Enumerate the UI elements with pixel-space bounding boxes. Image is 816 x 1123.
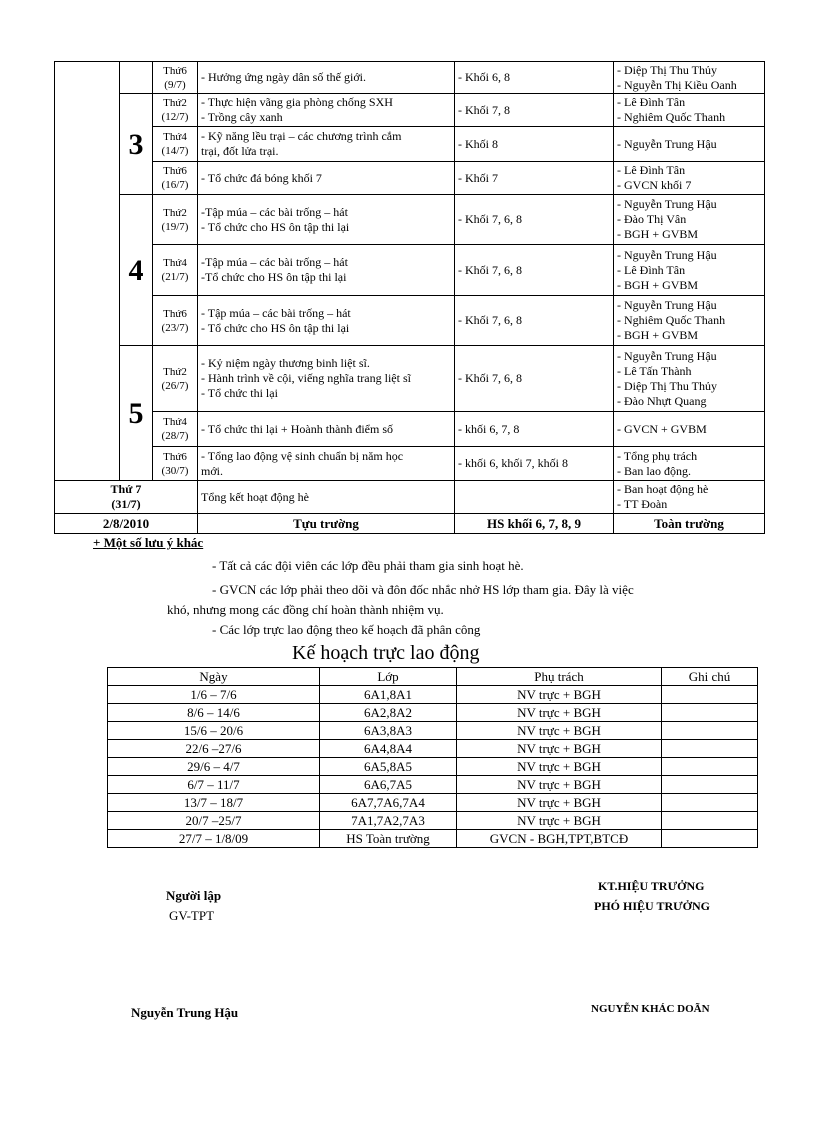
duty-row — [108, 794, 758, 812]
duty-cell: 29/6 – 4/7 — [108, 758, 320, 776]
cell-line: - Nguyễn Trung Hậu — [617, 136, 717, 151]
cell-line: Thứ6 — [163, 307, 187, 320]
duty-cell: 6A4,8A4 — [320, 740, 457, 758]
principal-title: KT.HIỆU TRƯỞNG — [598, 879, 705, 893]
day-cell — [153, 245, 198, 296]
creator-name: Nguyễn Trung Hậu — [131, 1005, 239, 1020]
activity-cell — [198, 195, 455, 245]
duty-row — [108, 740, 758, 758]
duty-cell: NV trực + BGH — [457, 794, 662, 812]
cell-line: Thứ6 — [163, 450, 187, 463]
duty-cell — [662, 794, 758, 812]
cell-line: - Tổ chức thi lại + Hoành thành điểm số — [201, 421, 394, 436]
cell-line: - Lê Đình Tân — [617, 262, 686, 277]
activity-cell — [198, 296, 455, 346]
responsible-cell — [614, 62, 765, 94]
cell-line: - Kỷ niệm ngày thương binh liệt sĩ. — [201, 356, 370, 370]
participants-cell: - Khối 8 — [455, 127, 614, 162]
duty-cell: 20/7 –25/7 — [108, 812, 320, 830]
cell-line: Thứ6 — [163, 64, 187, 77]
schedule-row — [55, 94, 765, 127]
cell-line: (23/7) — [161, 321, 189, 334]
duty-row — [108, 830, 758, 848]
activity-cell — [198, 62, 455, 94]
cell-line: - Lê Đình Tân — [617, 95, 686, 109]
activity-cell — [198, 94, 455, 127]
cell-line: - Kỹ năng lều trại – các chương trình cắm — [201, 129, 402, 143]
cell-line: - Diệp Thị Thu Thủy — [617, 62, 717, 77]
duty-cell: GVCN - BGH,TPT,BTCĐ — [457, 830, 662, 848]
cell-line: - BGH + GVBM — [617, 227, 699, 241]
duty-plan-table — [107, 667, 758, 848]
cell-line: - Lê Đình Tân — [617, 163, 686, 177]
cell-line: - Nguyễn Trung Hậu — [617, 298, 717, 312]
day-cell — [153, 62, 198, 94]
note-line: - Tất cả các đội viên các lớp đều phải tham gia sinh hoạt hè. — [212, 558, 524, 573]
cell-line: - BGH + GVBM — [617, 277, 699, 292]
duty-cell — [662, 830, 758, 848]
duty-cell: 6A7,7A6,7A4 — [320, 794, 457, 812]
cell-line: (19/7) — [161, 220, 189, 233]
duty-cell: NV trực + BGH — [457, 812, 662, 830]
principal-name: NGUYỄN KHÁC DOÃN — [591, 1003, 710, 1015]
duty-cell: NV trực + BGH — [457, 740, 662, 758]
responsible-cell — [614, 481, 765, 514]
day-cell — [153, 94, 198, 127]
duty-cell — [662, 722, 758, 740]
day-cell — [153, 447, 198, 481]
duty-cell: 6A1,8A1 — [320, 686, 457, 704]
duty-row — [108, 686, 758, 704]
day-cell — [153, 412, 198, 447]
cell-line: - BGH + GVBM — [617, 328, 699, 342]
responsible-cell — [614, 162, 765, 195]
day-cell — [55, 481, 198, 514]
note-line: - Các lớp trực lao động theo kế hoạch đã phân công — [212, 622, 481, 637]
cell-line: -Tập múa – các bài trống – hát — [201, 204, 348, 219]
cell-line: - Nguyễn Trung Hậu — [617, 197, 717, 211]
responsible-cell — [614, 195, 765, 245]
cell-line: (26/7) — [161, 379, 189, 392]
duty-cell — [662, 758, 758, 776]
day-cell — [153, 296, 198, 346]
cell-line: -Tổ chức cho HS ôn tập thi lại — [201, 270, 347, 284]
cell-line: - Tổng lao động vệ sinh chuẩn bị năm học — [201, 448, 404, 463]
cell-line: mới. — [201, 463, 224, 478]
cell-line: Thứ4 — [163, 416, 187, 428]
schedule-row — [55, 195, 765, 245]
cell-line: - Diệp Thị Thu Thủy — [617, 378, 717, 393]
cell-line: Thứ2 — [163, 206, 187, 219]
participants-cell: - Khối 7, 6, 8 — [455, 296, 614, 346]
duty-cell: 22/6 –27/6 — [108, 740, 320, 758]
duty-row — [108, 812, 758, 830]
cell-line: - Đào Nhựt Quang — [617, 393, 707, 408]
cell-line: Thứ 7 — [110, 482, 142, 496]
month-cell — [55, 62, 120, 481]
activity-cell — [198, 346, 455, 412]
participants-cell: - Khối 7, 6, 8 — [455, 195, 614, 245]
activity-cell — [198, 162, 455, 195]
schedule-row — [55, 346, 765, 412]
schedule-row — [55, 296, 765, 346]
cell-line: - Tổ chức đá bóng khối 7 — [201, 170, 322, 185]
duty-cell: 6A3,8A3 — [320, 722, 457, 740]
duty-row — [108, 776, 758, 794]
cell-line: - Tổ chức cho HS ôn tập thi lại — [201, 320, 350, 335]
activity-cell — [198, 447, 455, 481]
cell-line: - Nguyễn Trung Hậu — [617, 247, 717, 262]
duty-cell: 15/6 – 20/6 — [108, 722, 320, 740]
duty-cell: NV trực + BGH — [457, 758, 662, 776]
cell-line: - Tập múa – các bài trống – hát — [201, 305, 351, 320]
cell-line: (12/7) — [161, 111, 189, 123]
duty-cell — [662, 812, 758, 830]
participants-cell: - Khối 7, 8 — [455, 94, 614, 127]
duty-row — [108, 722, 758, 740]
schedule-row — [55, 412, 765, 447]
opening-activity: Tựu trường — [198, 514, 455, 534]
responsible-cell — [614, 94, 765, 127]
duty-cell — [662, 740, 758, 758]
participants-cell — [455, 481, 614, 514]
cell-line: - Ban lao động. — [617, 463, 691, 478]
cell-line: - Tổng phụ trách — [617, 448, 698, 463]
schedule-row — [55, 447, 765, 481]
week-number: 3 — [120, 94, 153, 195]
summer-schedule-table — [54, 61, 765, 534]
responsible-cell — [614, 127, 765, 162]
notes-heading: + Một số lưu ý khác — [93, 535, 204, 550]
week-number — [120, 62, 153, 94]
duty-cell: HS Toàn trường — [320, 830, 457, 848]
responsible-cell — [614, 296, 765, 346]
activity-cell — [198, 245, 455, 296]
responsible-cell — [614, 346, 765, 412]
participants-cell: - Khối 7, 6, 8 — [455, 245, 614, 296]
duty-cell: NV trực + BGH — [457, 722, 662, 740]
schedule-row-opening — [55, 514, 765, 534]
duty-cell: 13/7 – 18/7 — [108, 794, 320, 812]
week-number: 4 — [120, 195, 153, 346]
duty-cell: NV trực + BGH — [457, 686, 662, 704]
activity-cell — [198, 127, 455, 162]
cell-line: (16/7) — [161, 179, 189, 191]
duty-header-cell: Phụ trách — [457, 668, 662, 686]
duty-cell: 8/6 – 14/6 — [108, 704, 320, 722]
duty-cell: NV trực + BGH — [457, 776, 662, 794]
cell-line: - Thực hiện vãng gia phòng chống SXH — [201, 95, 393, 109]
cell-line: - Tổ chức cho HS ôn tập thi lại — [201, 219, 350, 234]
week-number: 5 — [120, 346, 153, 481]
cell-line: - Tổ chức thi lại — [201, 386, 278, 400]
cell-line: - Nghiêm Quốc Thanh — [617, 313, 726, 327]
cell-line: - GVCN + GVBM — [617, 421, 707, 436]
participants-cell: - Khối 6, 8 — [455, 62, 614, 94]
duty-cell — [662, 686, 758, 704]
duty-cell: 6A6,7A5 — [320, 776, 457, 794]
schedule-row — [55, 162, 765, 195]
duty-cell: 6A2,8A2 — [320, 704, 457, 722]
cell-line: - Trồng cây xanh — [201, 110, 283, 124]
duty-header-row — [108, 668, 758, 686]
cell-line: - Lê Tấn Thành — [617, 363, 692, 378]
duty-cell — [662, 704, 758, 722]
activity-cell: Tổng kết hoạt động hè — [198, 481, 455, 514]
activity-cell — [198, 412, 455, 447]
cell-line: (14/7) — [161, 145, 189, 157]
cell-line: - Nguyễn Thị Kiều Oanh — [617, 77, 737, 92]
duty-cell: 7A1,7A2,7A3 — [320, 812, 457, 830]
cell-line: trại, đốt lửa trại. — [201, 144, 279, 158]
note-line: - GVCN các lớp phải theo dõi và đôn đốc nhắc nhở HS lớp tham gia. Đây là việc — [212, 582, 634, 597]
day-cell — [153, 346, 198, 412]
duty-header-cell: Ghi chú — [662, 668, 758, 686]
duty-row — [108, 704, 758, 722]
cell-line: - Hành trình về cội, viếng nghĩa trang liệt sĩ — [201, 371, 411, 385]
opening-responsible: Toàn trường — [614, 514, 765, 534]
opening-participants: HS khối 6, 7, 8, 9 — [455, 514, 614, 534]
participants-cell: - khối 6, khối 7, khối 8 — [455, 447, 614, 481]
responsible-cell — [614, 447, 765, 481]
day-cell — [153, 162, 198, 195]
cell-line: - Ban hoạt động hè — [617, 482, 709, 496]
creator-role: GV-TPT — [169, 908, 215, 923]
cell-line: (9/7) — [164, 78, 186, 91]
cell-line: - TT Đoàn — [617, 497, 668, 511]
responsible-cell — [614, 245, 765, 296]
duty-cell: 6A5,8A5 — [320, 758, 457, 776]
day-cell — [153, 127, 198, 162]
cell-line: - Nghiêm Quốc Thanh — [617, 110, 726, 124]
cell-line: - Hưởng ứng ngày dân số thế giới. — [201, 70, 367, 84]
duty-header-cell: Lớp — [320, 668, 457, 686]
cell-line: (30/7) — [161, 464, 189, 477]
creator-title: Người lập — [166, 888, 222, 903]
cell-line: (31/7) — [111, 497, 141, 511]
duty-row — [108, 758, 758, 776]
responsible-cell — [614, 412, 765, 447]
opening-date: 2/8/2010 — [55, 514, 198, 534]
principal-role: PHÓ HIỆU TRƯỞNG — [594, 899, 711, 913]
schedule-row — [55, 62, 765, 94]
participants-cell: - Khối 7, 6, 8 — [455, 346, 614, 412]
duty-cell: NV trực + BGH — [457, 704, 662, 722]
cell-line: - Đào Thị Vân — [617, 212, 687, 226]
cell-line: Thứ6 — [163, 165, 187, 177]
duty-header-cell: Ngày — [108, 668, 320, 686]
schedule-row — [55, 127, 765, 162]
cell-line: Thứ2 — [163, 97, 187, 109]
cell-line: - Nguyễn Trung Hậu — [617, 348, 717, 363]
duty-cell: 6/7 – 11/7 — [108, 776, 320, 794]
schedule-row-saturday — [55, 481, 765, 514]
participants-cell: - Khối 7 — [455, 162, 614, 195]
cell-line: (21/7) — [161, 271, 189, 283]
duty-cell: 27/7 – 1/8/09 — [108, 830, 320, 848]
cell-line: Thứ4 — [163, 131, 187, 143]
cell-line: - GVCN khối 7 — [617, 178, 692, 192]
cell-line: Thứ2 — [163, 365, 187, 378]
duty-cell: 1/6 – 7/6 — [108, 686, 320, 704]
participants-cell: - khối 6, 7, 8 — [455, 412, 614, 447]
note-line: khó, nhưng mong các đồng chí hoàn thành nhiệm vụ. — [167, 602, 444, 617]
schedule-row — [55, 245, 765, 296]
duty-cell — [662, 776, 758, 794]
day-cell — [153, 195, 198, 245]
cell-line: -Tập múa – các bài trống – hát — [201, 255, 348, 269]
cell-line: Thứ4 — [163, 257, 187, 269]
cell-line: (28/7) — [161, 430, 189, 442]
duty-plan-title: Kế hoạch trực lao động — [292, 642, 480, 664]
